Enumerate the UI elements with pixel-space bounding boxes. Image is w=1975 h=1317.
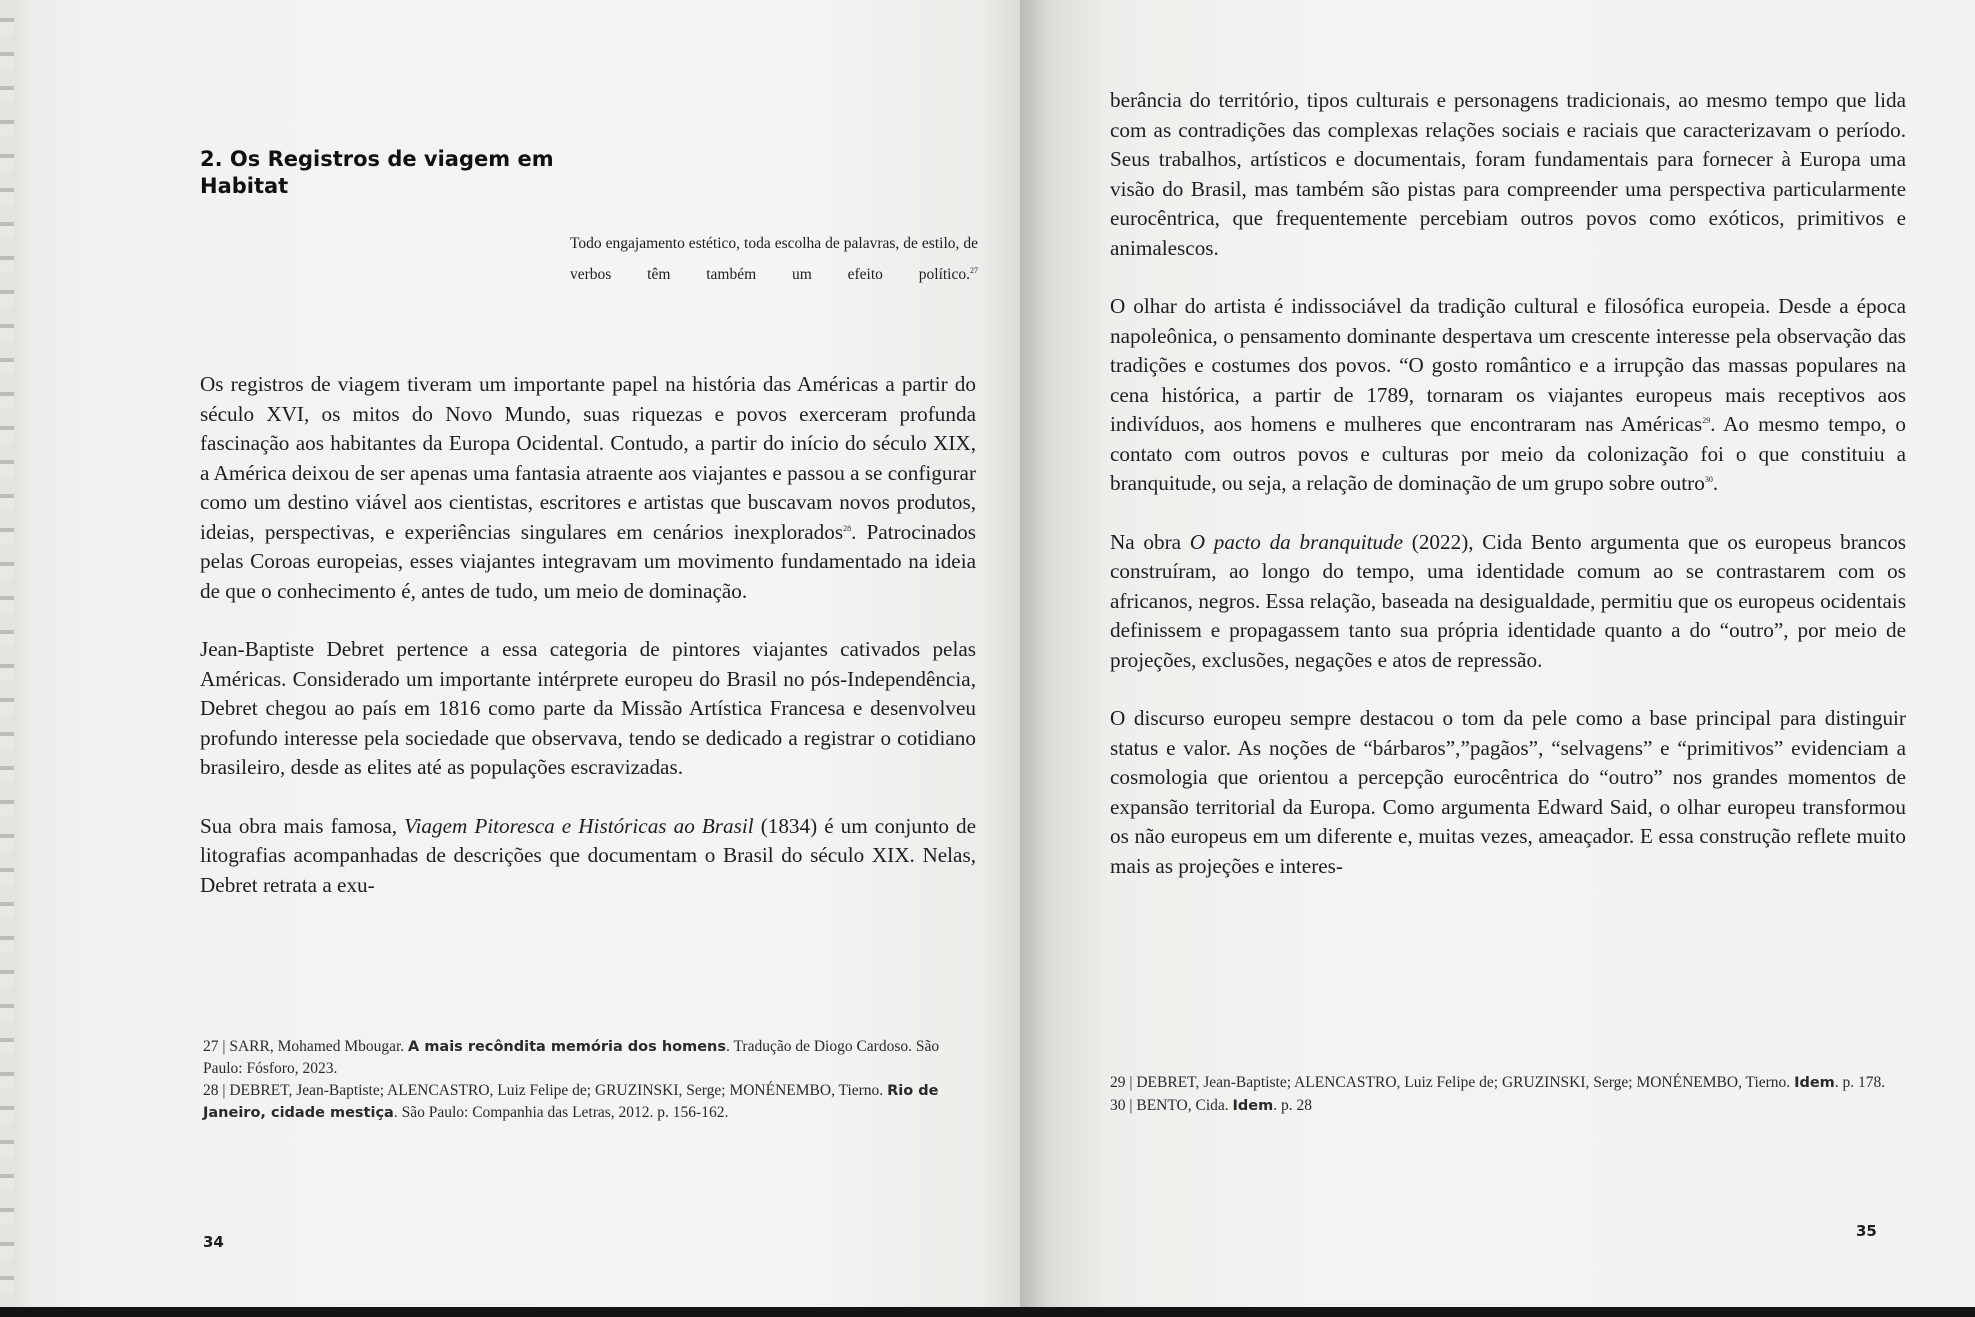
adjacent-page-edge — [0, 0, 14, 1307]
bold-title: A mais recôndita memória dos homens — [408, 1039, 727, 1055]
epigraph-footnote-ref: 27 — [970, 265, 978, 275]
page-number-left: 34 — [203, 1233, 224, 1251]
bold-title: Rio de Janeiro, cidade mestiça — [203, 1083, 939, 1121]
footnote-ref: 28 — [843, 523, 852, 533]
paragraph — [200, 812, 976, 901]
paragraph — [1110, 292, 1906, 499]
text-run: Na obra — [1110, 529, 1190, 554]
italic-title: O pacto da branquitude — [1189, 529, 1404, 554]
text-run: . Patrocinados pelas Coroas europeias, esses viajantes integravam um movimento fundamentado na ideia de que o conhecimento é, antes de tudo, um meio de dominação. — [200, 519, 976, 603]
scan-bottom-edge — [0, 1307, 1975, 1317]
text-run: 27 | SARR, Mohamed Mbougar. — [203, 1038, 409, 1055]
epigraph-text: Todo engajamento estético, toda escolha de palavras, de estilo, de verbos têm também um efeito político. — [570, 235, 978, 283]
right-body-text — [1110, 86, 1906, 910]
text-run: O olhar do artista é indissociável da tradição cultural e filosófica europeia. Desde a época napoleônica, o pensamento dominante despertava um crescente interesse pela observação das tradições e costumes dos povos. “O gosto romântico e a irrupção das massas populares na cena histórica, a partir de 1789, tornaram os viajantes europeus mais receptivos aos indivíduos, aos homens e mulheres que encontraram nas Américas — [1110, 294, 1906, 436]
bold-title: Idem — [1232, 1098, 1274, 1114]
footnote — [203, 1036, 963, 1079]
italic-title: Viagem Pitoresca e Históricas ao Brasil — [404, 813, 754, 838]
paragraph — [1110, 528, 1906, 676]
epigraph — [570, 228, 978, 290]
page-number-right: 35 — [1856, 1222, 1877, 1240]
text-run: . p. 178. — [1834, 1074, 1886, 1091]
paragraph — [200, 635, 976, 783]
text-run: . p. 28 — [1273, 1097, 1312, 1114]
text-run: 30 | BENTO, Cida. — [1110, 1097, 1233, 1114]
footnote — [1110, 1072, 1900, 1094]
left-footnotes — [203, 1036, 963, 1125]
text-run: (1834) é um conjunto de litografias acompanhadas de descrições que documentam o Brasil do século XIX. Nelas, Debret retrata a exu- — [200, 813, 976, 897]
text-run: Os registros de viagem tiveram um importante papel na história das Américas a partir do século XVI, os mitos do Novo Mundo, suas riquezas e povos exerceram profunda fascinação aos habitantes da Europa Ocidental. Contudo, a partir do início do século XIX, a América deixou de ser apenas uma fantasia atraente aos viajantes e passou a se configurar como um destino viável aos cientistas, escritores e artistas que buscavam novos produtos, ideias, perspectivas, e experiências singulares em cenários inexplorados — [200, 372, 976, 544]
paragraph — [200, 370, 976, 606]
text-run: Sua obra mais famosa, — [200, 813, 405, 838]
text-run: 29 | DEBRET, Jean-Baptiste; ALENCASTRO, Luiz Felipe de; GRUZINSKI, Serge; MONÉNEMBO, Tierno. — [1110, 1074, 1795, 1091]
text-run: 28 | DEBRET, Jean-Baptiste; ALENCASTRO, Luiz Felipe de; GRUZINSKI, Serge; MONÉNEMBO, Tierno. — [203, 1082, 888, 1099]
text-run: . Tradução de Diogo Cardoso. São Paulo: Fósforo, 2023. — [203, 1038, 940, 1077]
bold-title: Idem — [1794, 1075, 1835, 1091]
text-run: O discurso europeu sempre destacou o tom da pele como a base principal para distinguir status e valor. As noções de “bárbaros”,”pagãos”, “selvagens” e “primitivos” evidenciam a cosmologia que orientou a percepção eurocêntrica do “outro” nos grandes momentos de expansão territorial da Europa. Como argumenta Edward Said, o olhar europeu transformou os não europeus em um diferente e, muitas vezes, ameaçador. E essa construção reflete muito mais as projeções e interes- — [1110, 706, 1906, 878]
text-run: . Ao mesmo tempo, o contato com outros povos e culturas por meio da colonização foi o que constituiu a branquitude, ou seja, a relação de dominação de um grupo sobre outro — [1110, 412, 1906, 495]
text-run: Jean-Baptiste Debret pertence a essa categoria de pintores viajantes cativados pelas Américas. Considerado um importante intérprete europeu do Brasil no pós-Independência, Debret chegou ao país em 1816 como parte da Missão Artística Francesa e desenvolveu profundo interesse pela sociedade que observava, tendo se dedicado a registrar o cotidiano brasileiro, desde as elites até as populações escravizadas. — [200, 637, 976, 779]
text-run: (2022), Cida Bento argumenta que os europeus brancos construíram, ao longo do tempo, uma identidade comum ao se contrastarem com os africanos, negros. Essa relação, baseada na desigualdade, permitiu que os europeus ocidentais definissem e propagassem tanto sua própria identidade quanto a do “outro”, por meio de projeções, exclusões, negações e atos de repressão. — [1110, 529, 1907, 672]
text-run: . São Paulo: Companhia das Letras, 2012. p. 156-162. — [393, 1104, 729, 1121]
text-run: berância do território, tipos culturais e personagens tradicionais, ao mesmo tempo que lida com as contradições das complexas relações sociais e raciais que caracterizavam o período. Seus trabalhos, artísticos e documentais, foram fundamentais para fornecer à Europa uma visão do Brasil, mas também são pistas para compreender uma perspectiva particularmente eurocêntrica, que frequentemente percebiam outros povos como exóticos, primitivos e animalescos. — [1110, 88, 1906, 260]
footnote-ref: 30 — [1704, 474, 1713, 484]
section-title: 2. Os Registros de viagem em Habitat — [200, 147, 554, 198]
paragraph — [1110, 704, 1906, 881]
text-run: . — [1712, 471, 1719, 495]
paragraph — [1110, 86, 1906, 263]
footnote — [203, 1080, 963, 1124]
footnote — [1110, 1095, 1900, 1117]
footnote-ref: 29 — [1702, 415, 1711, 425]
right-footnotes — [1110, 1072, 1900, 1118]
left-body-text — [200, 370, 976, 929]
